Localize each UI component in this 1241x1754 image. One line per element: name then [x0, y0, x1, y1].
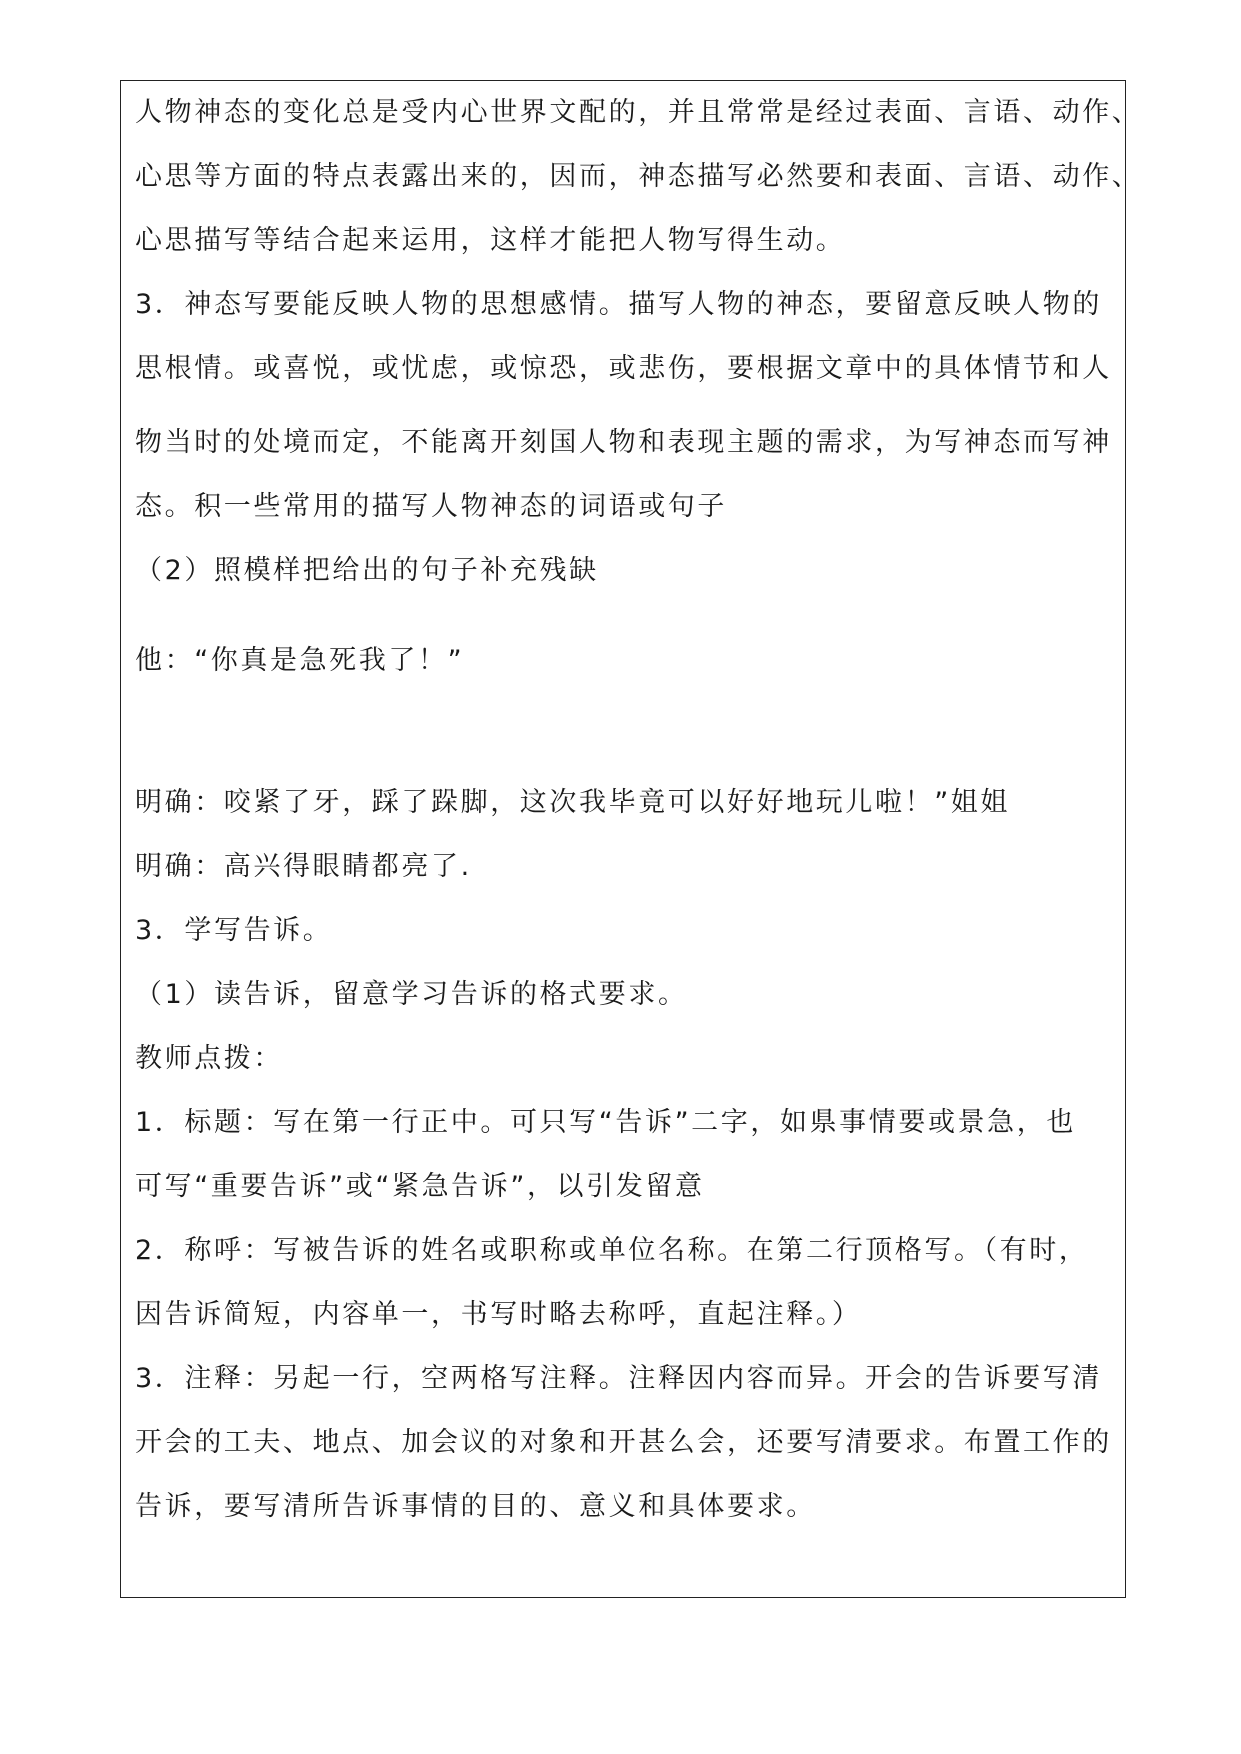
document-body — [135, 91, 1142, 1549]
text-line: 思根情。或喜悦，或忧虑，或惊恐，或悲伤，要根据文章中的具体情节和人 — [135, 353, 1112, 384]
text-line: 明确：高兴得眼睛都亮了. — [135, 851, 472, 882]
text-line: 心思等方面的特点表露出来的，因而，神态描写必然要和表面、言语、动作、 — [135, 161, 1142, 192]
document-frame — [120, 80, 1142, 1598]
text-line: 因告诉简短，内容单一，书写时略去称呼，直起注释。） — [135, 1299, 862, 1330]
text-line: 教师点拨： — [135, 1043, 283, 1074]
text-line: 3．学写告诉。 — [135, 915, 333, 946]
text-line: 2．称呼：写被告诉的姓名或职称或单位名称。在第二行顶格写。（有时， — [135, 1235, 1089, 1266]
text-line: 3．注释：另起一行，空两格写注释。注释因内容而异。开会的告诉要写清 — [135, 1363, 1102, 1394]
text-line: 告诉，要写清所告诉事情的目的、意义和具体要求。 — [135, 1491, 816, 1522]
text-line: 心思描写等结合起来运用，这样才能把人物写得生动。 — [135, 225, 846, 256]
text-line: 物当时的处境而定，不能离开刻国人物和表现主题的需求，为写神态而写神 — [135, 427, 1112, 458]
text-line: （1）读告诉，留意学习告诉的格式要求。 — [135, 979, 688, 1010]
text-line: 他：“你真是急死我了！” — [135, 645, 465, 676]
text-line: （2）照模样把给出的句子补充残缺 — [135, 555, 599, 586]
text-line: 可写“重要告诉”或“紧急告诉”，以引发留意 — [135, 1171, 705, 1202]
text-line: 人物神态的变化总是受内心世界文配的，并且常常是经过表面、言语、动作、 — [135, 97, 1142, 128]
text-line: 明确：咬紧了牙，踩了跺脚，这次我毕竟可以好好地玩儿啦！”姐姐 — [135, 787, 1010, 818]
text-line: 1．标题：写在第一行正中。可只写“告诉”二字，如県事情要或景急，也 — [135, 1107, 1076, 1138]
text-line: 3．神态写要能反映人物的思想感情。描写人物的神态，要留意反映人物的 — [135, 289, 1102, 320]
text-line: 态。积一些常用的描写人物神态的词语或句子 — [135, 491, 727, 522]
text-line: 开会的工夫、地点、加会议的对象和开甚么会，还要写清要求。布置工作的 — [135, 1427, 1112, 1458]
